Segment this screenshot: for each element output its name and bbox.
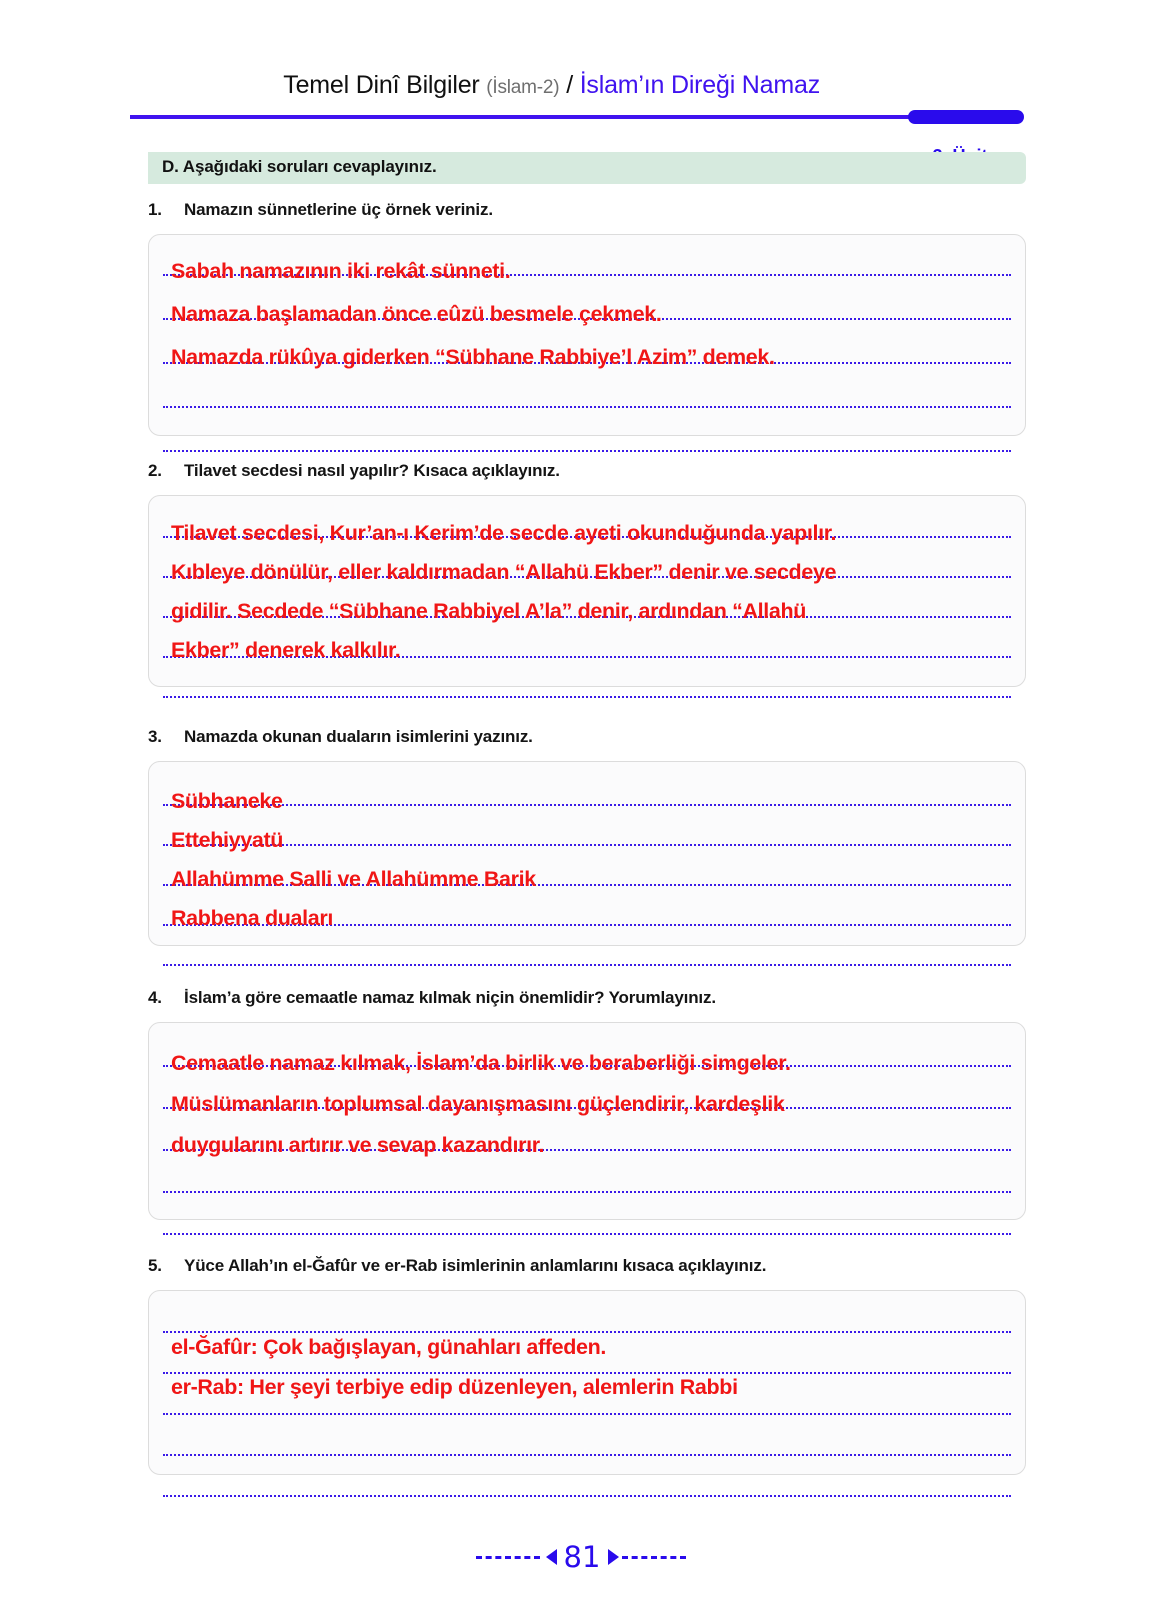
- footer-dash-right-icon: [622, 1556, 686, 1559]
- section-title-bar: [148, 152, 1026, 184]
- section-title-label: D. Aşağıdaki soruları cevaplayınız.: [162, 157, 437, 176]
- header-rule: [130, 115, 1022, 119]
- answer-line: Müslümanların toplumsal dayanışmasını güçlendirir, kardeşlik: [171, 1092, 785, 1116]
- answer-text-1: [149, 235, 1025, 435]
- answer-text-2: [149, 496, 1025, 686]
- answer-box-4[interactable]: [148, 1022, 1026, 1220]
- page-number-group: [476, 1538, 686, 1576]
- answer-line: duygularını artırır ve sevap kazandırır.: [171, 1133, 545, 1157]
- answer-line: Sabah namazının iki rekât sünneti.: [171, 259, 511, 283]
- answer-box-1[interactable]: [148, 234, 1026, 436]
- answer-line: el-Ğafûr: Çok bağışlayan, günahları affeden.: [171, 1335, 606, 1359]
- question-number-4: 4.: [148, 988, 162, 1007]
- answer-line: er-Rab: Her şeyi terbiye edip düzenleyen, alemlerin Rabbi: [171, 1375, 738, 1399]
- rule-line: [163, 964, 1011, 966]
- answer-line: Namazda rükûya giderken “Sübhane Rabbiye’l Azim” demek.: [171, 345, 775, 369]
- answer-text-5: [149, 1291, 1025, 1474]
- answer-text-3: [149, 762, 1025, 945]
- header-title-main: Temel Dinî Bilgiler: [283, 71, 480, 99]
- answer-line: Namaza başlamadan önce eûzü besmele çekmek.: [171, 302, 662, 326]
- rule-line: [163, 696, 1011, 698]
- footer-arrow-right-icon: [608, 1549, 619, 1565]
- page-footer: [0, 1538, 1152, 1578]
- answer-line: Rabbena duaları: [171, 906, 334, 930]
- question-text-3: [148, 727, 1028, 747]
- question-prompt-3: Namazda okunan duaların isimlerini yazınız.: [184, 727, 533, 746]
- question-number-5: 5.: [148, 1256, 162, 1275]
- question-number-3: 3.: [148, 727, 162, 746]
- page-number: 81: [563, 1540, 601, 1574]
- question-number-1: 1.: [148, 200, 162, 219]
- answer-line: Cemaatle namaz kılmak, İslam’da birlik ve beraberliği simgeler.: [171, 1051, 791, 1075]
- answer-box-2[interactable]: [148, 495, 1026, 687]
- answer-line: Allahümme Salli ve Allahümme Barik: [171, 867, 536, 891]
- question-text-1: [148, 200, 1028, 220]
- question-prompt-1: Namazın sünnetlerine üç örnek veriniz.: [184, 200, 493, 219]
- page-header: [0, 68, 1152, 128]
- answer-text-4: [149, 1023, 1025, 1219]
- question-text-2: [148, 461, 1028, 481]
- answer-box-5[interactable]: [148, 1290, 1026, 1475]
- header-title-slash: /: [566, 71, 573, 99]
- question-prompt-5: Yüce Allah’ın el-Ğafûr ve er-Rab isimlerinin anlamlarını kısaca açıklayınız.: [184, 1256, 767, 1275]
- answer-line: gidilir. Secdede “Sübhane Rabbiyel A’la” denir, ardından “Allahü: [171, 599, 807, 623]
- question-text-5: [148, 1256, 1028, 1276]
- header-title: [0, 68, 820, 105]
- answer-line: Ettehiyyatü: [171, 828, 284, 852]
- header-title-sub: İslam’ın Direği Namaz: [579, 71, 820, 99]
- answer-line: Ekber” denerek kalkılır.: [171, 638, 401, 662]
- answer-line: Kıbleye dönülür, eller kaldırmadan “Allahü Ekber” denir ve secdeye: [171, 560, 837, 584]
- question-prompt-2: Tilavet secdesi nasıl yapılır? Kısaca açıklayınız.: [184, 461, 560, 480]
- header-title-paren: (İslam-2): [486, 77, 560, 98]
- rule-line: [163, 1233, 1011, 1235]
- answer-line: Sübhaneke: [171, 789, 283, 813]
- question-text-4: [148, 988, 1028, 1008]
- header-unit-pill: [908, 110, 1024, 124]
- footer-dash-left-icon: [476, 1556, 540, 1559]
- question-prompt-4: İslam’a göre cemaatle namaz kılmak niçin önemlidir? Yorumlayınız.: [184, 988, 716, 1007]
- rule-line: [163, 450, 1011, 452]
- answer-line: Tilavet secdesi, Kur’an-ı Kerim’de secde ayeti okunduğunda yapılır.: [171, 521, 837, 545]
- rule-line: [163, 1495, 1011, 1497]
- answer-box-3[interactable]: [148, 761, 1026, 946]
- question-number-2: 2.: [148, 461, 162, 480]
